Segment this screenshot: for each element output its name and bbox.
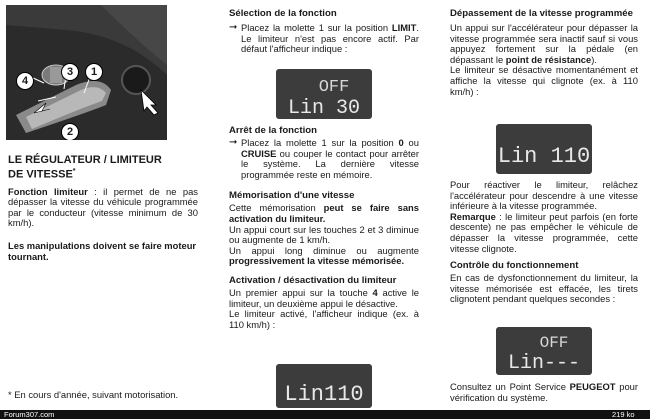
lcd1-bottom: Lin 30: [287, 97, 361, 119]
intro-bold: Fonction limiteur: [8, 185, 88, 197]
lcd-display-lim110: [276, 364, 372, 408]
warning-text: Les manipulations doivent se faire moteur tournant.: [8, 240, 197, 262]
column-2-stop: [229, 125, 419, 330]
column-2: [229, 8, 419, 55]
column-3: [450, 8, 638, 97]
lcd4-top: OFF: [539, 334, 569, 352]
stop-heading: Arrêt de la fonction: [229, 125, 317, 136]
footnote: [8, 390, 198, 401]
activation-heading: Activation / désactivation du limiteur: [229, 274, 397, 286]
intro-paragraph: [8, 187, 198, 229]
reactivate-text: Pour réactiver le limiteur, relâchez l'accélérateur pour descendre à une vitesse inférieure à la vitesse programmée.: [450, 179, 638, 212]
intro-text: : il permet de ne pas dépasser la vitesse du véhicule programmée par le conducteur (vitesse minimum de 30 km/h).: [8, 185, 198, 229]
footnote-star: *: [8, 389, 12, 400]
callout-3: 3: [61, 63, 79, 81]
callout-1: 1: [85, 63, 103, 81]
page-number: 219 ko: [612, 410, 635, 419]
section-intro: [8, 154, 198, 262]
lcd2-text: Lin110: [284, 382, 364, 407]
bullet-icon: ➞: [229, 137, 238, 148]
activation-text-1: Un premier appui sur la touche 4 active le limiteur, un deuxième appui le désactive.: [229, 286, 420, 309]
control-text: En cas de dysfonctionnement du limiteur, la vitesse mémorisée est effacée, les tirets clignotent pendant quelques secondes :: [450, 272, 638, 305]
lcd4-bottom: Lin---: [507, 352, 581, 375]
memorisation-text-1: Cette mémorisation peut se faire sans activation du limiteur.: [229, 202, 420, 224]
stop-bullet: ➞ Placez la molette 1 sur la position 0 ou CRUISE ou couper le contact pour arrêter le système. La dernière vitesse programmée reste en mémoire.: [229, 137, 419, 180]
callout-4: 4: [16, 72, 34, 90]
footer-bar: [0, 410, 650, 419]
consult-text: Consultez un Point Service PEUGEOT pour vérification du système.: [450, 381, 638, 403]
override-heading: Dépassement de la vitesse programmée: [450, 8, 633, 19]
memorisation-text-3: Un appui long diminue ou augmente progressivement la vitesse mémorisée.: [229, 244, 419, 267]
selection-bullet: ➞ Placez la molette 1 sur la position LIMIT. Le limiteur n'est pas encore actif. Par défaut l'afficheur indique :: [229, 22, 419, 55]
activation-text-2: Le limiteur activé, l'afficheur indique (ex. à 110 km/h) :: [229, 308, 419, 330]
override-text-2: Le limiteur se désactive momentanément et affiche la vitesse qui clignote (ex. à 110 km/h) :: [450, 64, 638, 97]
remark-text: Remarque : le limiteur peut parfois (en forte descente) ne pas empêcher le véhicule de dépasser la vitesse programmée, cette vitesse clignote.: [450, 210, 638, 254]
title-line-2: DE VITESSE: [8, 168, 73, 181]
selection-heading: Sélection de la fonction: [229, 8, 337, 19]
control-heading: Contrôle du fonctionnement: [450, 260, 579, 272]
watermark: Forum307.com: [4, 410, 55, 419]
override-text-1: Un appui sur l'accélérateur pour dépasser la vitesse programmée sera inactif sauf si vous appuyez fortement sur la pédale (en dépassant le point de résistance).: [450, 22, 638, 65]
footnote-text: En cours d'année, suivant motorisation.: [14, 389, 179, 400]
lcd-display-off-dashes: [496, 327, 592, 375]
lcd1-top: OFF: [318, 78, 350, 97]
consult-block: [450, 382, 638, 403]
title-line-1: LE RÉGULATEUR / LIMITEUR: [8, 154, 162, 166]
memorisation-heading: Mémorisation d'une vitesse: [229, 190, 355, 202]
memorisation-text-2: Un appui court sur les touches 2 et 3 diminue ou augmente de 1 km/h.: [229, 223, 419, 246]
column-3-lower: [450, 180, 638, 305]
stalk-photo: [6, 5, 167, 140]
section-title: [8, 154, 198, 181]
lcd3-text: Lin 110: [497, 144, 591, 169]
bullet-icon: ➞: [229, 22, 238, 33]
lcd-display-lim110-blink: [496, 124, 592, 174]
callout-2: 2: [61, 123, 79, 140]
title-star: *: [72, 168, 76, 175]
lcd-display-off-lim30: [276, 69, 372, 119]
